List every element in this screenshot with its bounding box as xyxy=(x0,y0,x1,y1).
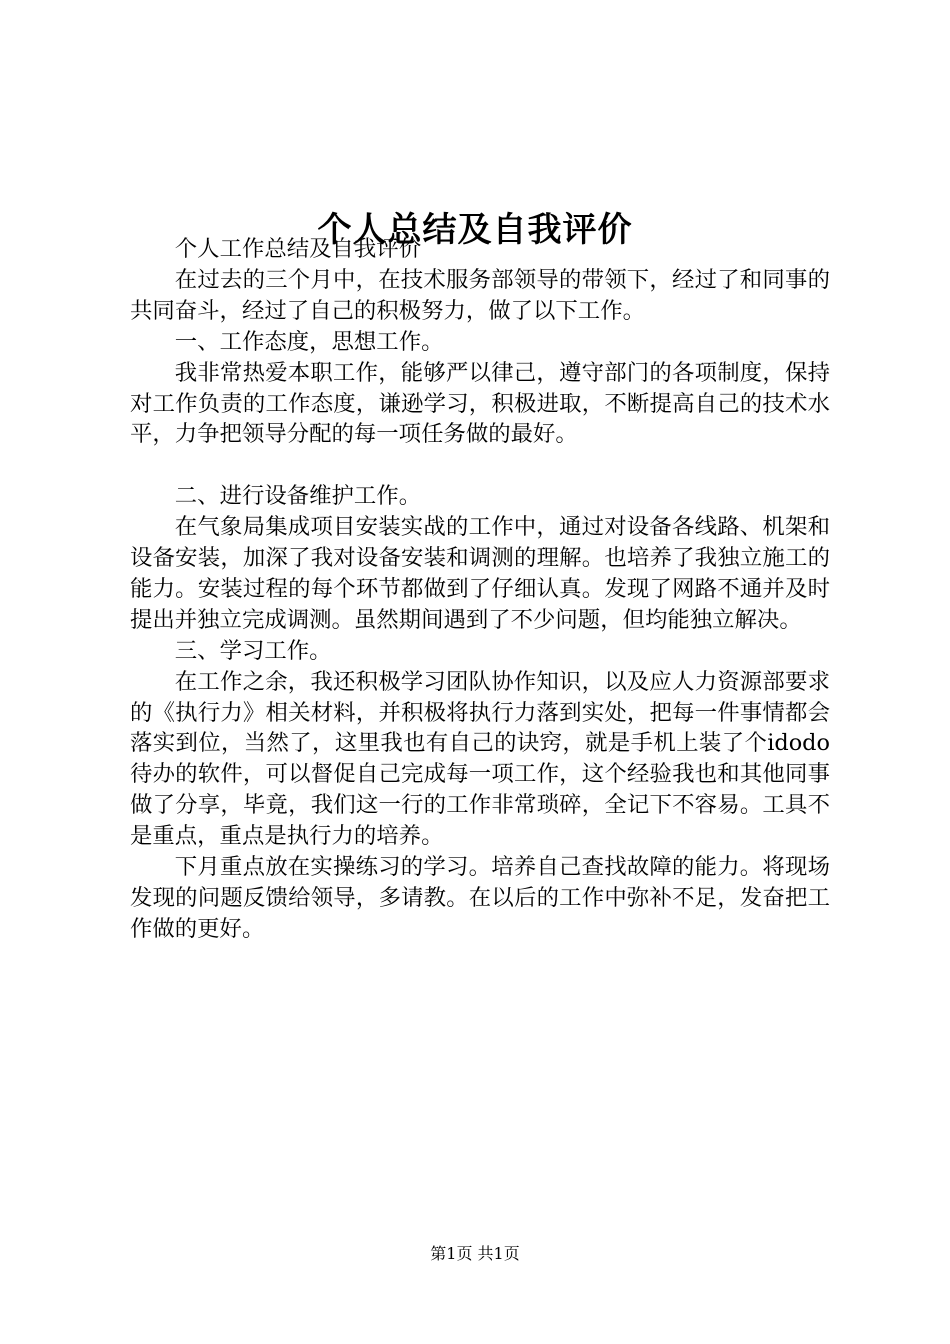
paragraph-maintenance: 在气象局集成项目安装实战的工作中，通过对设备各线路、机架和设备安装，加深了我对设备安装和调测的理解。也培养了我独立施工的能力。安装过程的每个环节都做到了仔细认真。发现了网路不通并及时提出并独立完成调测。虽然期间遇到了不少问题，但均能独立解决。 xyxy=(130,514,830,633)
section-heading-attitude: 一、工作态度，思想工作。 xyxy=(174,328,444,355)
paragraph-attitude: 我非常热爱本职工作，能够严以律己，遵守部门的各项制度，保持对工作负责的工作态度，谦逊学习，积极进取，不断提高自己的技术水平，力争把领导分配的每一项任务做的最好。 xyxy=(130,359,830,448)
paragraph-subtitle: 个人工作总结及自我评价 xyxy=(174,236,422,262)
document-body xyxy=(130,234,830,945)
section-heading-maintenance: 二、进行设备维护工作。 xyxy=(174,483,422,510)
paragraph-study: 在工作之余，我还积极学习团队协作知识，以及应人力资源部要求的《执行力》相关材料，并积极将执行力落到实处，把每一件事情都会落实到位，当然了，这里我也有自己的诀窍，就是手机上装了个idodo待办的软件，可以督促自己完成每一项工作，这个经验我也和其他同事做了分享，毕竟，我们这一行的工作非常琐碎，全记下不容易。工具不是重点，重点是执行力的培养。 xyxy=(130,668,830,850)
section-heading-study: 三、学习工作。 xyxy=(174,637,332,664)
paragraph-intro: 在过去的三个月中，在技术服务部领导的带领下，经过了和同事的共同奋斗，经过了自己的积极努力，做了以下工作。 xyxy=(130,266,830,324)
page-footer: 第1页 共1页 xyxy=(430,1244,520,1263)
paragraph-spacer xyxy=(130,450,830,481)
document-title: 个人总结及自我评价 xyxy=(317,209,633,250)
paragraph-plan: 下月重点放在实操练习的学习。培养自己查找故障的能力。将现场发现的问题反馈给领导，多请教。在以后的工作中弥补不足，发奋把工作做的更好。 xyxy=(130,854,830,942)
